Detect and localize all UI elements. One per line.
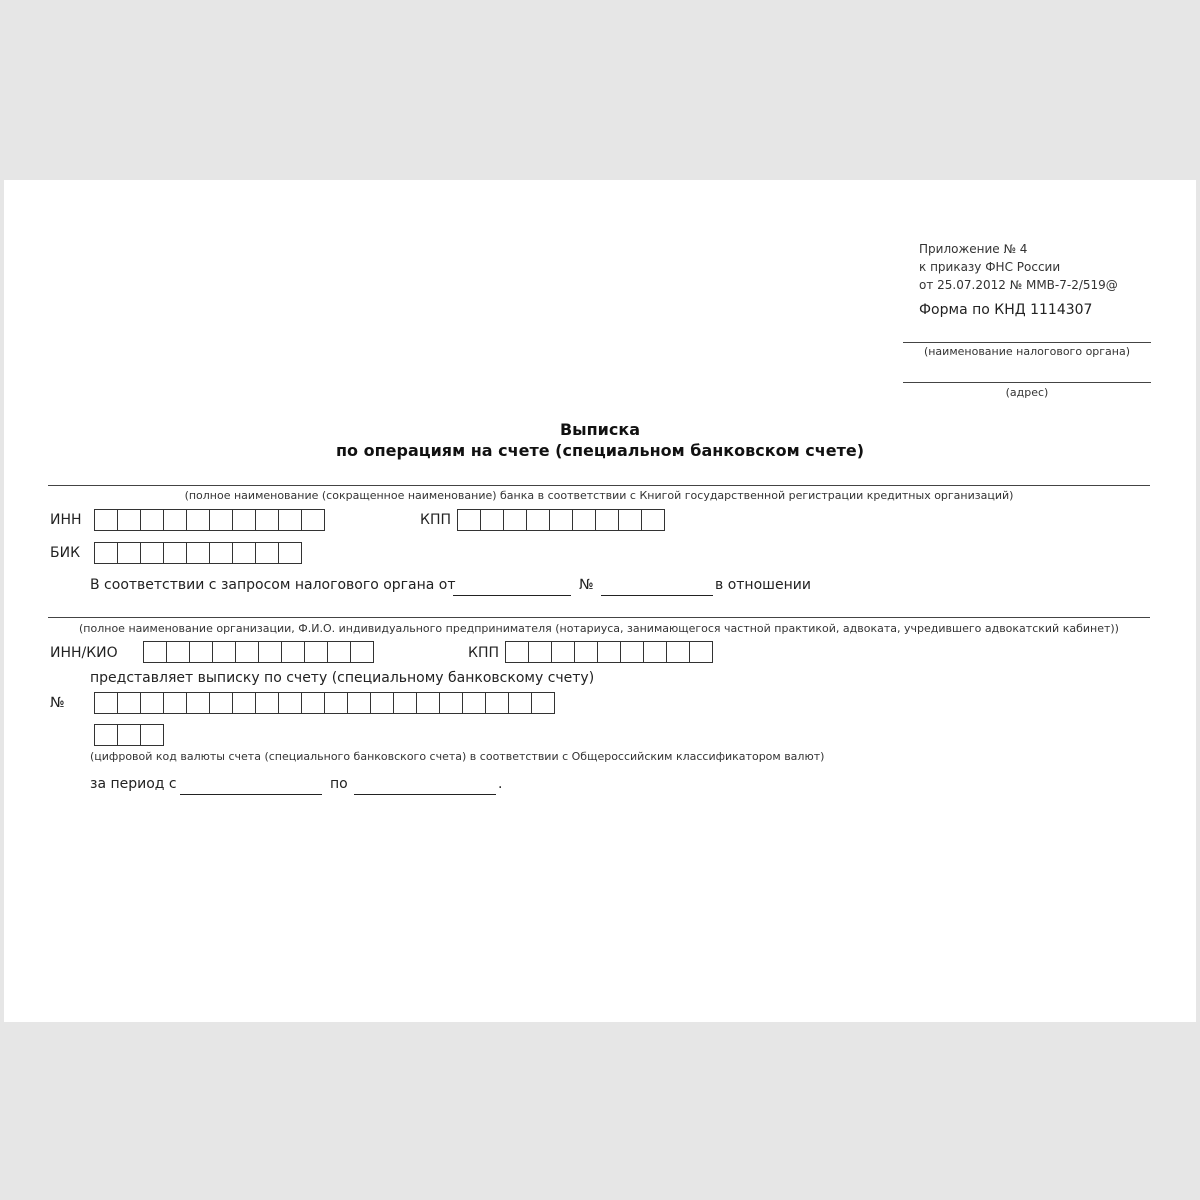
document-title: Выписка (559, 420, 641, 439)
entry-cell[interactable] (186, 509, 210, 531)
currency-caption: (цифровой код валюты счета (специального банковского счета) в соответствии с Общероссийским классификатором валют) (90, 750, 825, 763)
client-kpp-cells[interactable] (505, 641, 712, 663)
entry-cell[interactable] (549, 509, 573, 531)
entry-cell[interactable] (209, 692, 233, 714)
document-subtitle: по операциям на счете (специальном банковском счете) (335, 441, 865, 460)
bank-inn-label: ИНН (50, 512, 82, 528)
entry-cell[interactable] (643, 641, 667, 663)
entry-cell[interactable] (166, 641, 190, 663)
entry-cell[interactable] (94, 692, 118, 714)
entry-cell[interactable] (618, 509, 642, 531)
entry-cell[interactable] (281, 641, 305, 663)
address-caption: (адрес) (1005, 386, 1049, 399)
entry-cell[interactable] (278, 509, 302, 531)
appendix-line-3: от 25.07.2012 № ММВ-7-2/519@ (919, 278, 1118, 292)
entry-cell[interactable] (416, 692, 440, 714)
client-inn-kio-cells[interactable] (143, 641, 373, 663)
entry-cell[interactable] (439, 692, 463, 714)
entry-cell[interactable] (189, 641, 213, 663)
entry-cell[interactable] (327, 641, 351, 663)
statement-text: представляет выписку по счету (специальному банковскому счету) (90, 670, 595, 686)
entry-cell[interactable] (209, 542, 233, 564)
entry-cell[interactable] (117, 724, 141, 746)
client-inn-kio-label: ИНН/КИО (50, 645, 118, 661)
bank-inn-cells[interactable] (94, 509, 324, 531)
request-number-blank[interactable] (601, 595, 713, 596)
request-date-blank[interactable] (453, 595, 571, 596)
entry-cell[interactable] (301, 509, 325, 531)
bank-bik-cells[interactable] (94, 542, 301, 564)
entry-cell[interactable] (235, 641, 259, 663)
entry-cell[interactable] (485, 692, 509, 714)
entry-cell[interactable] (140, 509, 164, 531)
entry-cell[interactable] (212, 641, 236, 663)
entry-cell[interactable] (462, 692, 486, 714)
period-from-blank[interactable] (180, 794, 322, 795)
entry-cell[interactable] (574, 641, 598, 663)
entry-cell[interactable] (457, 509, 481, 531)
entry-cell[interactable] (117, 692, 141, 714)
bank-bik-label: БИК (50, 545, 81, 561)
currency-code-cells[interactable] (94, 724, 163, 746)
period-to-blank[interactable] (354, 794, 496, 795)
tax-authority-line[interactable] (903, 342, 1151, 343)
bank-kpp-label: КПП (420, 512, 451, 528)
form-sheet (4, 180, 1196, 1022)
entry-cell[interactable] (94, 724, 118, 746)
form-code: Форма по КНД 1114307 (919, 302, 1093, 318)
entry-cell[interactable] (258, 641, 282, 663)
entry-cell[interactable] (597, 641, 621, 663)
entry-cell[interactable] (209, 509, 233, 531)
period-to-label: по (330, 776, 348, 792)
entry-cell[interactable] (503, 509, 527, 531)
entry-cell[interactable] (117, 542, 141, 564)
request-text: В соответствии с запросом налогового органа от (90, 577, 456, 593)
entry-cell[interactable] (163, 509, 187, 531)
entry-cell[interactable] (393, 692, 417, 714)
entry-cell[interactable] (572, 509, 596, 531)
client-kpp-label: КПП (468, 645, 499, 661)
entry-cell[interactable] (163, 692, 187, 714)
entry-cell[interactable] (255, 692, 279, 714)
entry-cell[interactable] (255, 542, 279, 564)
entry-cell[interactable] (505, 641, 529, 663)
client-name-line[interactable] (48, 617, 1150, 618)
entry-cell[interactable] (143, 641, 167, 663)
entry-cell[interactable] (94, 542, 118, 564)
entry-cell[interactable] (526, 509, 550, 531)
entry-cell[interactable] (186, 692, 210, 714)
entry-cell[interactable] (370, 692, 394, 714)
appendix-note (919, 240, 1118, 294)
entry-cell[interactable] (278, 542, 302, 564)
period-end-punct: . (498, 776, 503, 792)
bank-kpp-cells[interactable] (457, 509, 664, 531)
period-from-label: за период с (90, 776, 177, 792)
appendix-line-2: к приказу ФНС России (919, 260, 1061, 274)
entry-cell[interactable] (278, 692, 302, 714)
entry-cell[interactable] (620, 641, 644, 663)
entry-cell[interactable] (666, 641, 690, 663)
entry-cell[interactable] (232, 542, 256, 564)
client-name-caption: (полное наименование организации, Ф.И.О. индивидуального предпринимателя (нотариуса, занимающегося частной практикой, адвоката, учредившего адвокатский кабинет)) (79, 622, 1119, 635)
entry-cell[interactable] (641, 509, 665, 531)
entry-cell[interactable] (508, 692, 532, 714)
request-number-label: № (579, 577, 594, 593)
entry-cell[interactable] (689, 641, 713, 663)
bank-name-line[interactable] (48, 485, 1150, 486)
entry-cell[interactable] (528, 641, 552, 663)
address-line[interactable] (903, 382, 1151, 383)
entry-cell[interactable] (232, 509, 256, 531)
entry-cell[interactable] (595, 509, 619, 531)
appendix-line-1: Приложение № 4 (919, 242, 1028, 256)
entry-cell[interactable] (117, 509, 141, 531)
entry-cell[interactable] (140, 542, 164, 564)
entry-cell[interactable] (140, 724, 164, 746)
bank-name-caption: (полное наименование (сокращенное наименование) банка в соответствии с Книгой государственной регистрации кредитных организаций) (184, 489, 1014, 502)
regarding-text: в отношении (715, 577, 811, 593)
entry-cell[interactable] (531, 692, 555, 714)
account-number-cells[interactable] (94, 692, 554, 714)
account-number-label: № (50, 695, 65, 711)
entry-cell[interactable] (551, 641, 575, 663)
entry-cell[interactable] (94, 509, 118, 531)
entry-cell[interactable] (255, 509, 279, 531)
entry-cell[interactable] (350, 641, 374, 663)
entry-cell[interactable] (324, 692, 348, 714)
entry-cell[interactable] (232, 692, 256, 714)
entry-cell[interactable] (140, 692, 164, 714)
entry-cell[interactable] (304, 641, 328, 663)
entry-cell[interactable] (301, 692, 325, 714)
entry-cell[interactable] (163, 542, 187, 564)
tax-authority-caption: (наименование налогового органа) (923, 345, 1131, 358)
entry-cell[interactable] (186, 542, 210, 564)
entry-cell[interactable] (347, 692, 371, 714)
entry-cell[interactable] (480, 509, 504, 531)
